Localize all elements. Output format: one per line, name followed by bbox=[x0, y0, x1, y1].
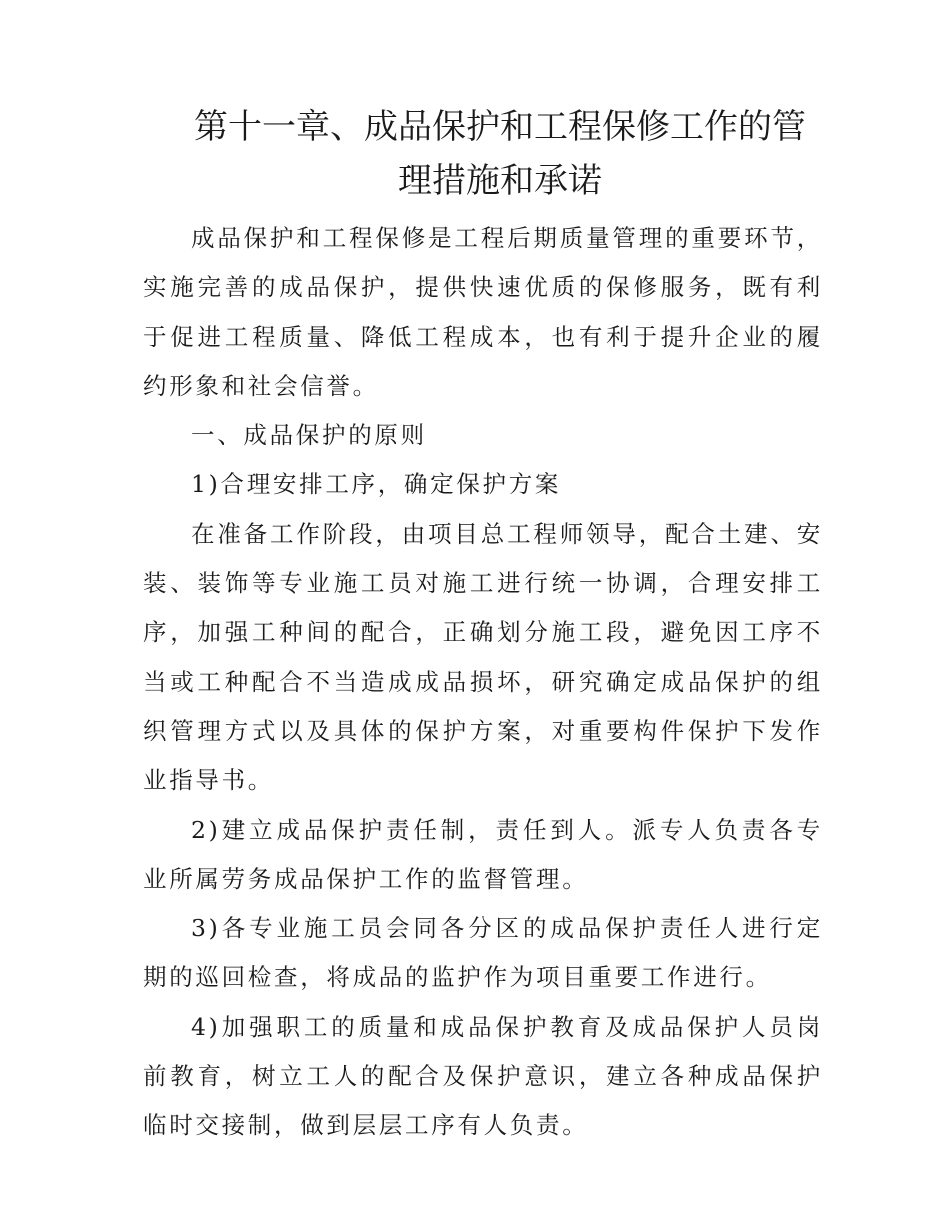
chapter-title-line-1: 第十一章、成品保护和工程保修工作的管 bbox=[194, 107, 806, 147]
document-body bbox=[143, 214, 823, 1151]
intro-paragraph: 成品保护和工程保修是工程后期质量管理的重要环节，实施完善的成品保护，提供快速优质的保修服务，既有利于促进工程质量、降低工程成本，也有利于提升企业的履约形象和社会信誉。 bbox=[143, 224, 823, 400]
item-4-paragraph: 4)加强职工的质量和成品保护教育及成品保护人员岗前教育，树立工人的配合及保护意识，建立各种成品保护临时交接制，做到层层工序有人负责。 bbox=[143, 1012, 823, 1140]
item-1-heading: 1)合理安排工序，确定保护方案 bbox=[191, 470, 562, 499]
chapter-title-line-2: 理措施和承诺 bbox=[398, 161, 602, 201]
section-heading: 一、成品保护的原则 bbox=[191, 421, 427, 450]
item-1-paragraph: 在准备工作阶段，由项目总工程师领导，配合土建、安装、装饰等专业施工员对施工进行统一协调，合理安排工序，加强工种间的配合，正确划分施工段，避免因工序不当或工种配合不当造成成品损坏，研究确定成品保护的组织管理方式以及具体的保护方案，对重要构件保护下发作业指导书。 bbox=[143, 519, 823, 795]
chapter-title bbox=[140, 100, 860, 208]
item-2-paragraph: 2)建立成品保护责任制，责任到人。派专人负责各专业所属劳务成品保护工作的监督管理。 bbox=[143, 815, 823, 893]
item-3-paragraph: 3)各专业施工员会同各分区的成品保护责任人进行定期的巡回检查，将成品的监护作为项目重要工作进行。 bbox=[143, 914, 823, 992]
